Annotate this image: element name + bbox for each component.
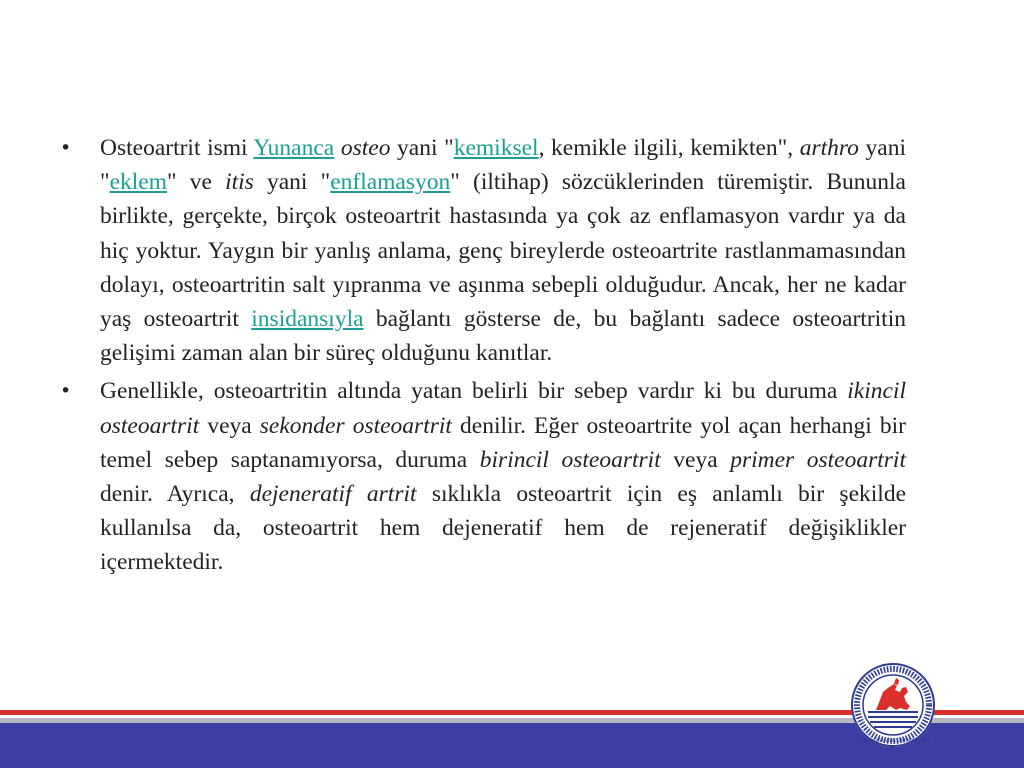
italic-term-arthro: arthro (799, 135, 859, 161)
text-run: " (iltihap) sözcüklerinden türemiştir. Bununla birlikte, gerçekte, birçok osteoartrit hastasında ya çok az enflamasyon vardır ya da hiç yoktur. Yaygın bir yanlış anlama, genç bireylerde osteoartrite rastlanmamasından dolayı, osteoartritin salt yıpranma ve aşınma sebepli olduğudur. Ancak, her ne kadar yaş osteoartrit (100, 169, 906, 333)
svg-text:ONDOKUZ MAYIS ÜNİVERSİTESİ: ONDOKUZ MAYIS ÜNİVERSİTESİ (857, 739, 929, 744)
text-run: bağlantı gösterse de, bu bağlantı sadece osteoartritin gelişimi zaman alan bir süreç olduğunu kanıtlar. (100, 306, 906, 367)
text-run: yani " (390, 135, 454, 161)
text-run: sıklıkla osteoartrit için eş anlamlı bir şekilde kullanılsa da, osteoartrit hem dejeneratif hem de rejeneratif değişiklikler içermektedir. (100, 481, 906, 576)
italic-term-itis: itis (225, 169, 254, 196)
text-run: veya (660, 446, 731, 473)
text-run: , kemikle ilgili, kemikten", (538, 135, 800, 161)
bullet-icon: • (60, 137, 72, 159)
link-eklem[interactable]: eklem (109, 169, 168, 196)
text-run: yani " (100, 135, 906, 196)
text-run: denir. Ayrıca, (100, 481, 250, 508)
text-run: Genellikle, osteoartritin altında yatan belirli bir sebep vardır ki bu duruma (100, 378, 848, 405)
italic-term-ikincil: ikincil osteoartrit (100, 378, 906, 439)
text-run: denilir. Eğer osteoartrite yol açan herhangi bir temel sebep saptanamıyorsa, duruma (100, 412, 906, 473)
university-seal-icon (850, 662, 936, 748)
slide-body (58, 131, 906, 584)
italic-term-sekonder: sekonder osteoartrit (259, 412, 452, 439)
text-run: yani " (253, 169, 331, 196)
text-run: veya (199, 412, 260, 439)
text-run (334, 135, 341, 161)
text-run: " ve (167, 169, 226, 196)
italic-term-primer: primer osteoartrit (730, 446, 906, 473)
italic-term-dejeneratif: dejeneratif artrit (249, 481, 417, 508)
text-run: Osteoartrit ismi (100, 135, 254, 161)
link-enflamasyon[interactable]: enflamasyon (330, 169, 451, 196)
italic-term-osteo: osteo (340, 135, 391, 161)
link-yunanca[interactable]: Yunanca (253, 135, 335, 161)
link-insidansiyla[interactable]: insidansıyla (251, 306, 364, 333)
bullet-icon: • (60, 380, 72, 403)
bullet-paragraph-etymology (58, 131, 906, 370)
link-kemiksel[interactable]: kemiksel (453, 135, 539, 161)
italic-term-birincil: birincil osteoartrit (479, 446, 661, 473)
bullet-paragraph-classification (58, 374, 906, 579)
